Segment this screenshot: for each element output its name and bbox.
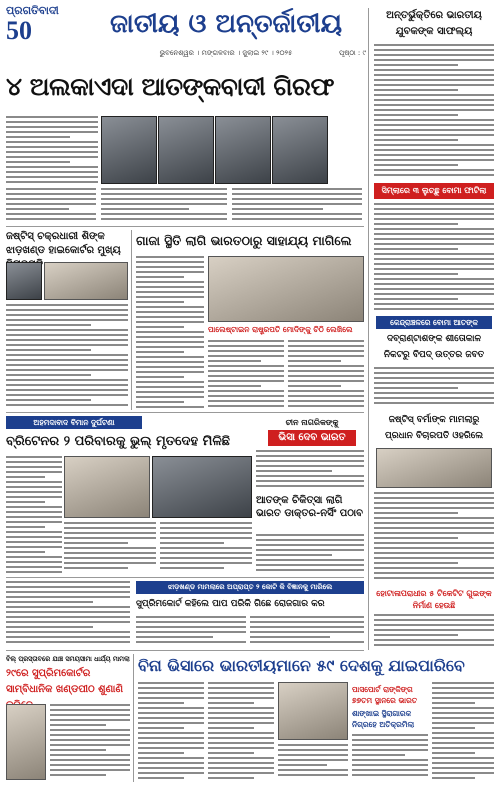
chief-justice-photo <box>376 448 492 488</box>
flight-family-photo <box>152 456 252 518</box>
visa-sub1: ପାସପୋର୍ଟ ରାଙ୍କିଙ୍ଗ ୭୭ତମ ସ୍ଥାନରେ ଭାରତ <box>352 685 418 705</box>
suspect-photo-4 <box>272 116 328 184</box>
bench-text <box>50 704 130 780</box>
court-headline: ସୁପ୍ରିମକୋର୍ଟ କହିଲେ ପାପ ପରିକି ଗିଛେ ରୋଜଗାର କର <box>136 599 325 609</box>
visa-sub2: ଶାଙ୍ଖାଇ ସ୍ଥିରାଗାରକ ନିଗ୍ରହେ ଅତିକ୍ରମିଲା <box>352 709 415 729</box>
flight-banner: ଅହମଦାବାଦ ବିମାନ ଦୁର୍ଘଟଣା <box>6 416 142 429</box>
page-label: ପୃଷ୍ଠା : ୯ <box>339 49 366 57</box>
flight-headline: ବ୍ରିଟେନର ୨ ପରିବାରକୁ ଭୁଲ୍ ମୃତଦେହ ମିଳିଛି <box>6 434 230 449</box>
gaza-caption: ପାଲେଷ୍ଟାଇନ ରାଷ୍ଟ୍ରପତି ମୋଦିଙ୍କୁ ଚିଠି ଲେଖିଲେ <box>208 325 353 334</box>
right-story2-text <box>374 203 494 313</box>
court-building-photo <box>44 262 128 300</box>
gaza-text-2 <box>208 340 284 410</box>
passport-photo <box>278 682 348 740</box>
right-story3-text <box>374 367 494 409</box>
court-banner: ଝାଡ଼ଖଣ୍ଡ ମାମଲାରେ ଅପ୍ରାପ୍ତ ୨ କୋଟି କି ବିଜ୍ଞାନକୁ ମାରିଲେ <box>136 581 364 594</box>
flight-text-3 <box>160 522 252 574</box>
shiva-text <box>256 450 364 492</box>
suspect-photo-2 <box>158 116 214 184</box>
visa-text-3 <box>278 744 348 780</box>
suspect-photo-1 <box>101 116 157 184</box>
visa-headline: ବିନା ଭିସାରେ ଭାରତୀୟମାନେ ୫୯ ଦେଶକୁ ଯାଇପାରିବେ <box>138 656 465 675</box>
dateline: ଭୁବନେଶ୍ୱର । ମଙ୍ଗଳବାର । ଜୁଲାଇ ୨୯ । ୨୦୨୫ <box>159 49 293 57</box>
paper-logo <box>6 4 84 60</box>
visa-text-4 <box>352 734 428 780</box>
right-story5-title: ହୋଟାଳାପରାଧୀର ୫ ଟିକେଟିଟ ଗୁଇଙ୍କ ନିର୍ମାଣ ହେଉଛି <box>376 589 492 610</box>
section-title: ଜାତୀୟ ଓ ଅନ୍ତର୍ଜାତୀୟ <box>109 9 343 39</box>
supreme-court-photo <box>6 704 46 780</box>
lead-text-col-1 <box>6 116 98 184</box>
gaza-text-1 <box>136 256 204 410</box>
shiva-title: ଭିସା ଦେବ ଭାରତ <box>268 430 356 446</box>
court-left-kicker: ବିଲ୍ ପ୍ରସ୍ତାବରେ ଯାଞ୍ଚ ସମୟସୀମା ଧାର୍ଯ୍ୟ ମାମଲା <box>6 655 130 663</box>
suspect-photo-3 <box>215 116 271 184</box>
left-upper-title: ଜଷ୍ଟିସ୍ ଚକ୍ରଧାରୀ ଶିଙ୍କ ଝାଡ଼ଖଣ୍ଡ ହାଇକୋର୍ଟର ମୁଖ୍ୟ <box>6 231 121 256</box>
visa-text-2 <box>208 682 274 780</box>
court-left-small <box>6 581 130 646</box>
gaza-headline: ଗାଜା ସ୍ଥିତି ଲାଗି ଭାରତଠାରୁ ସାହାଯ୍ୟ ମାଗିଲେ <box>136 233 352 248</box>
flight-text-1 <box>6 456 62 574</box>
gaza-text-3 <box>288 340 364 410</box>
lead-text-col-4 <box>6 188 96 222</box>
right-story3-title: ଦବ୍ରାଣ୍ଟାଶଙ୍କ ଶୀତୋକାଳ ନିକଟରୁ ବିପଦ୍ ଉତ୍ତର ଜବତ <box>383 334 485 360</box>
right-story1-title: ଅନ୍ତର୍ଭୁକ୍ତିରେ ଭାରତୀୟ ଯୁବକଙ୍କ ସାଫଲ୍ୟ <box>386 10 482 37</box>
terror-text <box>256 534 364 574</box>
court-text-1 <box>136 616 246 646</box>
lead-headline: ୪ ଅଲକାଏଦା ଆତଙ୍କବାଦୀ ଗିରଫ <box>6 72 335 101</box>
flight-text-2 <box>64 522 156 574</box>
shiva-kicker: ଚୀନ ନାଗରିକଙ୍କୁ <box>285 418 339 427</box>
justice-photo <box>6 262 42 300</box>
paper-name: ପ୍ରଗତିବାଦୀ <box>6 4 59 17</box>
lead-text-col-2 <box>101 188 227 222</box>
anniversary-badge: 50 <box>6 16 32 45</box>
right-story4-text <box>374 492 494 584</box>
flight-victims-photo <box>64 456 150 518</box>
right-story3-banner: କେନ୍ଦ୍ରାଞ୍ଚଳରେ ବୋମା ଆତଙ୍କ <box>376 316 492 329</box>
right-story2-title: ସିମ୍‌ଲାରେ ୩ ଲୁଚ୍ଛୁ ବୋମା ଫାଟିଲା <box>374 183 494 199</box>
right-story4-title: ଜଷ୍ଟିସ୍ ବର୍ମାଙ୍କ ମାମଲାରୁ ପ୍ରଧାନ ବିଚାରପତି ଓହରିଲେ <box>384 415 484 441</box>
left-upper-text <box>6 304 128 408</box>
terror-headline: ଆତଙ୍କ ଚିକିତ୍ସା ଲାଗି ଭାରତ ଡାକ୍ତର-ନର୍ସିଂ ପଠାବ <box>256 495 363 519</box>
visa-text-5 <box>432 682 494 780</box>
visa-text-1 <box>138 682 204 780</box>
lead-text-col-3 <box>232 188 362 222</box>
court-text-2 <box>250 616 364 646</box>
court-left-title: ୨୯ରେ ସୁପ୍ରିମକୋର୍ଟର ସାମ୍ବିଧାନିକ ଖଣ୍ଡପୀଠ ଶୁଣାଣି <box>6 668 124 695</box>
right-story5-text <box>374 614 494 650</box>
modi-abbas-photo <box>208 256 364 322</box>
right-story1-text <box>374 44 494 180</box>
